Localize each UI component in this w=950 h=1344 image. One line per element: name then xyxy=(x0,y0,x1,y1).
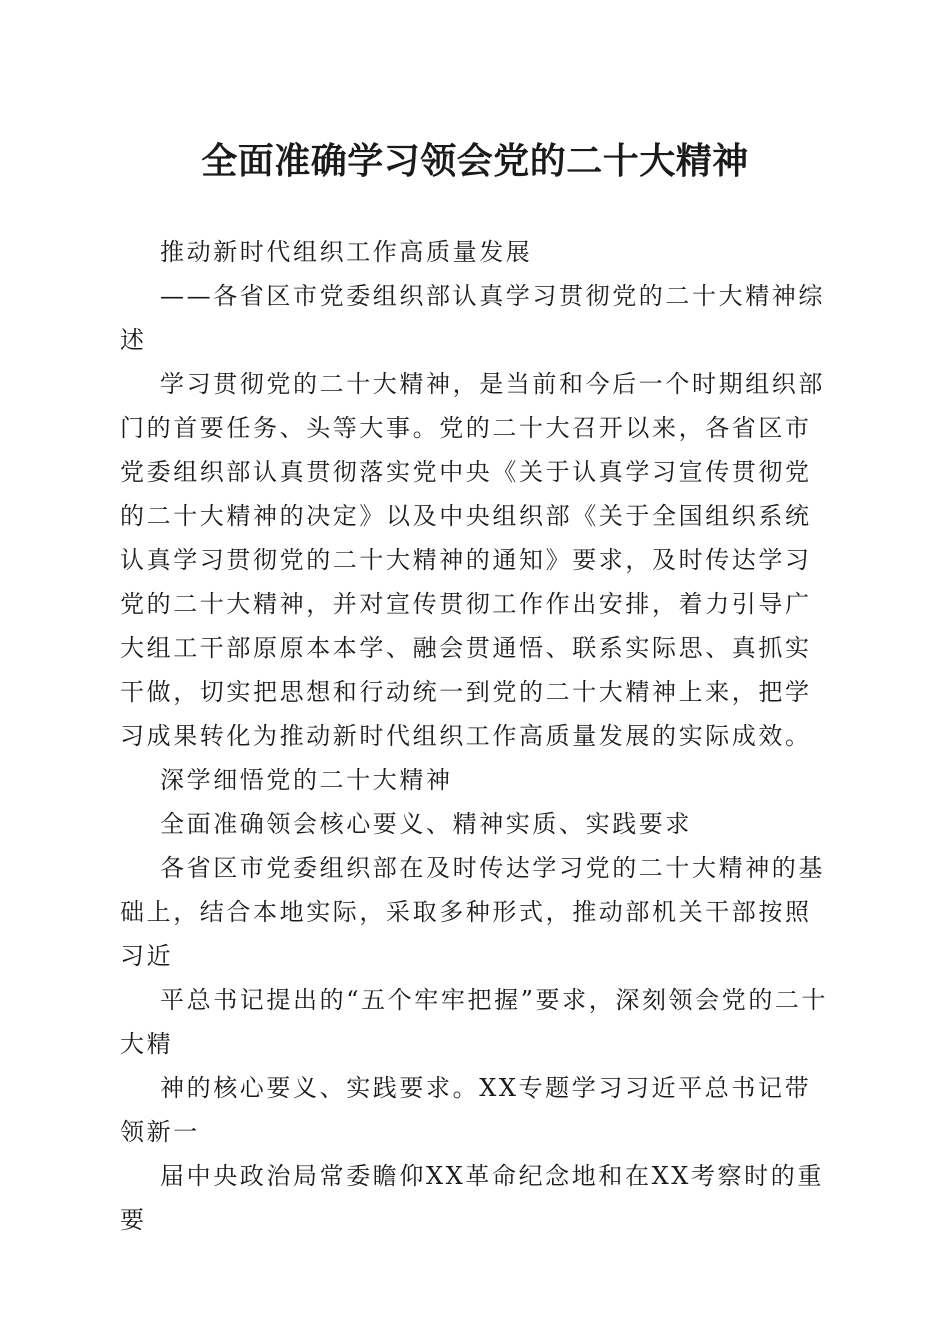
body-paragraph: 平总书记提出的“五个牢牢把握”要求，深刻领会党的二十大精 xyxy=(120,986,829,1058)
document-title: 全面准确学习领会党的二十大精神 xyxy=(201,140,749,182)
body-paragraph: 学习贯彻党的二十大精神，是当前和今后一个时期组织部门的首要任务、头等大事。党的二十大召开以来，各省区市党委组织部认真贯彻落实党中央《关于认真学习宣传贯彻党的二十大精神的决定》以及中央组织部《关于全国组织系统认真学习贯彻党的二十大精神的通知》要求，及时传达学习党的二十大精神，并对宣传贯彻工作作出安排，着力引导广大组工干部原原本本学、融会贯通悟、联系实际思、真抓实干做，切实把思想和行动统一到党的二十大精神上来，把学习成果转化为推动新时代组织工作高质量发展的实际成效。 xyxy=(120,370,825,750)
section-heading: 深学细悟党的二十大精神 xyxy=(160,766,453,794)
body-paragraph: 届中央政治局常委瞻仰XX革命纪念地和在XX考察时的重要 xyxy=(120,1162,824,1234)
body-paragraph: 各省区市党委组织部在及时传达学习党的二十大精神的基础上，结合本地实际，采取多种形式，推动部机关干部按照习近 xyxy=(120,854,825,970)
section-subheading: 全面准确领会核心要义、精神实质、实践要求 xyxy=(160,810,692,838)
subtitle: 推动新时代组织工作高质量发展 xyxy=(160,238,533,266)
subtitle-dash-line: ——各省区市党委组织部认真学习贯彻党的二十大精神综述 xyxy=(120,282,825,354)
body-paragraph: 神的核心要义、实践要求。XX专题学习习近平总书记带领新一 xyxy=(120,1074,812,1146)
document-body xyxy=(120,230,832,1242)
